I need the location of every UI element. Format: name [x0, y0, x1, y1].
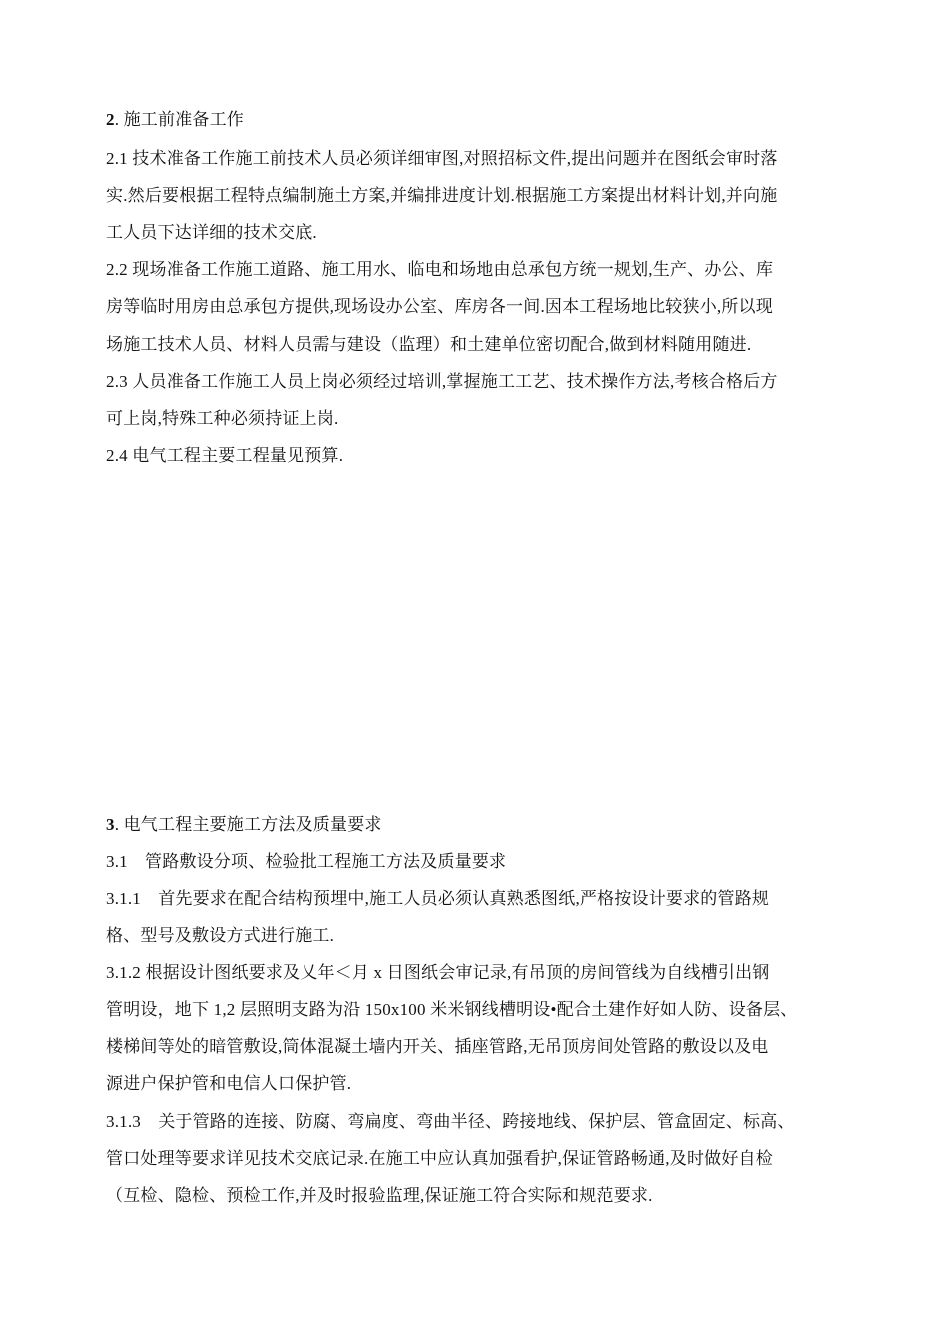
paragraph-line: 楼梯间等处的暗管敷设,筒体混凝土墙内开关、插座管路,无吊顶房间处管路的敷设以及电 — [106, 1037, 769, 1056]
paragraph-line: 格、型号及敷设方式进行施工. — [106, 926, 335, 945]
paragraph-line: 3.1.3 关于管路的连接、防腐、弯扁度、弯曲半径、跨接地线、保护层、管盒固定、标高、 — [106, 1112, 795, 1131]
paragraph-line: 工人员下达详细的技术交底. — [106, 223, 317, 242]
paragraph-line: 3.1 管路敷设分项、检验批工程施工方法及质量要求 — [106, 852, 507, 871]
paragraph-line: 源进户保护管和电信人口保护管. — [106, 1074, 352, 1093]
paragraph-line: 管明设，地下 1,2 层照明支路为沿 150x100 米米钢线槽明设•配合土建作好如人防、设备层、 — [106, 1000, 798, 1019]
section-2-number: 2 — [106, 110, 115, 129]
section-2-title: . 施工前准备工作 — [114, 110, 245, 129]
paragraph-line: 2.1 技术准备工作施工前技术人员必须详细审图,对照招标文件,提出问题并在图纸会审时落 — [106, 149, 778, 168]
paragraph-line: 2.2 现场准备工作施工道路、施工用水、临电和场地由总承包方统一规划,生产、办公、库 — [106, 260, 774, 279]
paragraph-line: 管口处理等要求详见技术交底记录.在施工中应认真加强看护,保证管路畅通,及时做好自检 — [106, 1149, 773, 1168]
paragraph-line: 可上岗,特殊工种必须持证上岗. — [106, 409, 339, 428]
section-2-heading — [106, 108, 244, 132]
paragraph-line: 3.1.1 首先要求在配合结构预埋中,施工人员必须认真熟悉图纸,严格按设计要求的管路规 — [106, 889, 770, 908]
paragraph-line: 2.4 电气工程主要工程量见预算. — [106, 446, 344, 465]
paragraph-line: （互检、隐检、预检工作,并及时报验监理,保证施工符合实际和规范要求. — [106, 1186, 653, 1205]
paragraph-line: 实.然后要根据工程特点编制施土方案,并编排进度计划.根据施工方案提出材料计划,并向施 — [106, 186, 778, 205]
section-3-heading — [106, 813, 382, 837]
section-3-title: . 电气工程主要施工方法及质量要求 — [114, 815, 382, 834]
paragraph-line: 2.3 人员准备工作施工人员上岗必须经过培训,掌握施工工艺、技术操作方法,考核合格后方 — [106, 372, 778, 391]
paragraph-line: 3.1.2 根据设计图纸要求及乂年＜月 x 日图纸会审记录,有吊顶的房间管线为自线槽引出钢 — [106, 963, 770, 982]
paragraph-line: 场施工技术人员、材料人员需与建设（监理）和土建单位密切配合,做到材料随用随进. — [106, 335, 752, 354]
section-3-number: 3 — [106, 815, 115, 834]
paragraph-line: 房等临时用房由总承包方提供,现场设办公室、库房各一间.因本工程场地比较狭小,所以现 — [106, 297, 773, 316]
